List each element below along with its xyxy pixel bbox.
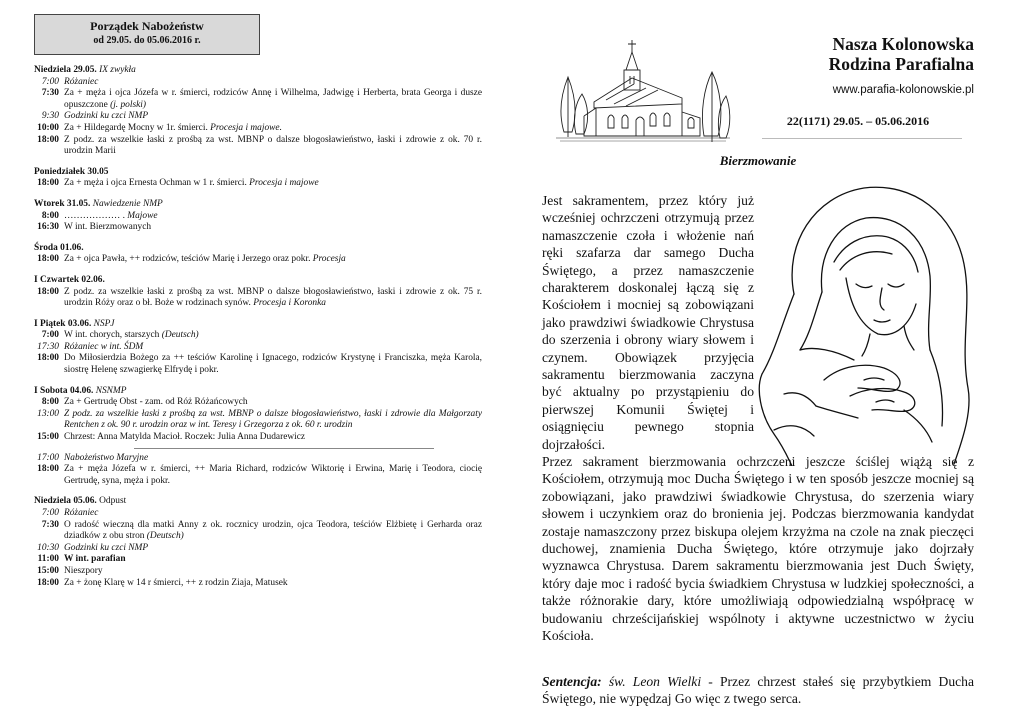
day-heading-label: Środa 01.06. — [34, 242, 84, 253]
schedule-day — [34, 275, 482, 310]
schedule-day — [34, 65, 482, 158]
entry-time: 7:00 — [41, 508, 59, 518]
entry-text-wrap — [64, 453, 482, 465]
entry-text: Za + ojca Pawła, ++ rodziców, teściów Marię i Jerzego oraz pokr. — [64, 254, 311, 265]
entry-text: W int. chorych, starszych — [64, 330, 160, 341]
entry-text-wrap — [64, 397, 482, 409]
entry-text-wrap — [64, 135, 482, 158]
schedule-day — [34, 167, 482, 190]
schedule-entry — [34, 330, 482, 342]
schedule-entry — [34, 453, 482, 465]
sentence-text: - Przez chrzest stałeś się przybytkiem Ducha Świętego, nie wypędzaj Go więc z twego serca. — [542, 674, 974, 707]
entry-note: Procesja — [312, 254, 346, 265]
entry-text-wrap — [64, 432, 482, 444]
entry-text-wrap — [64, 508, 482, 520]
entry-text-wrap — [64, 254, 482, 266]
entry-time: 7:30 — [41, 519, 59, 530]
article-paragraph-bottom: Przez sakrament bierzmowania ochrzczeni jeszcze ściślej wiążą się z Kościołem, otrzymują moc Ducha Świętego i w ten sposób jeszcze mocniej są zobowiązani, jako prawdziwi świadkowie Chrystusa, do szerzenia wiary słowem i uczynkiem oraz do bronienia jej. Podczas bierzmowania kandydat zostaje namaszczony przez biskupa olejem krzyżma na czole na znak pieczęci duchowej, znamienia Ducha Świętego, które otrzymuje jako dojrzały wyznawca Chrystusa. Darem sakramentu bierzmowania jest Duch Święty, który daje moc i radość bycia świadkiem Chrystusa w ludzkiej społeczności, a także różnorakie dary, które umożliwiają odpowiedzialną współpracę w budowaniu chrześcijańskiej wspólnoty i aktywne uczestnictwo w życiu Kościoła. — [542, 454, 974, 644]
entry-text: Za + męża i ojca Ernesta Ochman w 1 r. śmierci. — [64, 178, 247, 189]
day-heading-note: Nawiedzenie NMP — [92, 198, 163, 209]
entry-text-wrap — [64, 222, 482, 234]
schedule-list — [34, 65, 482, 589]
entry-text-wrap — [64, 464, 482, 487]
parish-website: www.parafia-kolonowskie.pl — [832, 84, 974, 96]
entry-time: 18:00 — [37, 286, 59, 297]
schedule-entry — [34, 211, 482, 223]
schedule-entry — [34, 432, 482, 444]
entry-note: (Deutsch) — [146, 531, 184, 542]
day-heading-label: Poniedziałek 30.05 — [34, 166, 109, 177]
entry-note: (j. polski) — [110, 99, 147, 110]
entry-note: Majowe — [127, 210, 158, 221]
entry-text-wrap — [64, 178, 482, 190]
entry-text: Z podz. za wszelkie łaski z prośbą za wst. MBNP o dalsze błogosławieństwo, łaski i zdrowie dla Małgorzaty Rentchen z ok. 90 r. urodzin oraz w int. Teresy i Grzegorza z ok. 60 r. urodzin — [64, 408, 482, 431]
entry-text: Do Miłosierdzia Bożego za ++ teściów Karolinę i Ignacego, rodziców Krystynę i Franciszka, męża Karola, siostrę Helenę szwagierkę Elfrydę i pokr. — [64, 353, 482, 376]
entry-text-wrap — [64, 287, 482, 310]
entry-time: 18:00 — [37, 464, 59, 475]
schedule-dates: od 29.05. do 05.06.2016 r. — [93, 35, 201, 46]
schedule-entry — [34, 353, 482, 376]
entry-note: Procesja i Koronka — [253, 298, 326, 309]
entry-text-wrap — [64, 554, 482, 566]
entry-text: Różaniec — [64, 508, 99, 518]
schedule-entry — [34, 287, 482, 310]
entry-time: 8:00 — [41, 397, 59, 408]
schedule-entry — [34, 222, 482, 234]
schedule-entry — [34, 520, 482, 543]
entry-text-wrap — [64, 409, 482, 432]
schedule-column — [34, 14, 482, 589]
entry-text: W int. Bierzmowanych — [64, 222, 152, 233]
entry-time: 7:00 — [41, 330, 59, 341]
entry-time: 17:00 — [37, 452, 59, 463]
day-heading-note: IX zwykła — [99, 65, 136, 75]
entry-time: 18:00 — [37, 178, 59, 189]
entry-time: 7:00 — [41, 76, 59, 87]
day-heading-label: I Piątek 03.06. — [34, 318, 92, 329]
schedule-entry — [34, 464, 482, 487]
day-heading — [34, 496, 482, 508]
schedule-entry — [34, 397, 482, 409]
day-heading — [34, 65, 482, 77]
schedule-entry — [34, 77, 482, 89]
entry-time: 16:30 — [37, 222, 59, 233]
entry-time: 13:00 — [37, 408, 59, 419]
day-heading-label: I Czwartek 02.06. — [34, 274, 105, 285]
entry-note: Procesja i majowe — [249, 178, 319, 189]
day-heading-note: NSPJ — [93, 318, 115, 329]
entry-separator — [134, 448, 434, 449]
entry-time: 11:00 — [37, 554, 59, 565]
entry-text-wrap — [64, 330, 482, 342]
schedule-entry — [34, 342, 482, 354]
entry-text: Godzinki ku czci NMP — [64, 111, 149, 122]
entry-text: Różaniec — [64, 76, 99, 87]
entry-text-wrap — [64, 578, 482, 590]
entry-text-wrap — [64, 566, 482, 578]
day-heading-note: NSNMP — [95, 385, 127, 396]
entry-text: Chrzest: Anna Matylda Macioł. Roczek: Julia Anna Dudarewicz — [64, 432, 306, 443]
entry-note: Procesja i majowe. — [210, 122, 282, 133]
masthead-divider — [762, 138, 962, 139]
entry-text: Za + męża Józefa w r. śmierci, ++ Maria Richard, rodziców Wiktorię i Erwina, Marię i Teodora, ciocię Gertrudę, syna, męża i pokr. — [64, 464, 482, 486]
article-paragraph-top: Jest sakramentem, przez który już wcześniej ochrzczeni otrzymują przez namaszczenie czoła i włożenie nań ręki szafarza dar samego Ducha Świętego, a przez namaszczenie charakterem doskonalej łączą się z Kościołem i mocniej są zobowiązani jako prawdziwi świadkowie Chrystusa do szerzenia i obrony wiary słowem i czynem. Obowiązek przyjęcia sakramentu bierzmowania zaczyna być aktualny po przystąpieniu do pierwszej Komunii Świętej i osiągnięciu pewnego stopnia dojrzałości. — [542, 193, 754, 452]
day-heading-note: Odpust — [99, 496, 127, 507]
entry-text-wrap — [64, 520, 482, 543]
schedule-day — [34, 243, 482, 266]
schedule-entry — [34, 554, 482, 566]
entry-time: 8:00 — [41, 210, 59, 221]
entry-time: 18:00 — [37, 577, 59, 588]
article-title: Bierzmowanie — [719, 153, 797, 168]
entry-time: 15:00 — [37, 432, 59, 443]
entry-text: ……………… . — [64, 210, 125, 221]
schedule-entry — [34, 566, 482, 578]
schedule-day — [34, 496, 482, 589]
bulletin-column — [542, 14, 974, 720]
entry-text-wrap — [64, 353, 482, 376]
entry-text-wrap — [64, 111, 482, 123]
entry-text: O radość wieczną dla matki Anny z ok. rocznicy urodzin, ojca Teodora, teściów Elżbietę i Gerharda oraz dziadków z obu stron — [64, 519, 482, 542]
day-heading — [34, 243, 482, 255]
entry-text-wrap — [64, 88, 482, 111]
schedule-entry — [34, 578, 482, 590]
day-heading — [34, 199, 482, 211]
entry-time: 9:30 — [41, 111, 59, 122]
masthead — [742, 34, 974, 129]
entry-text-wrap — [64, 77, 482, 89]
entry-text: Za + Hildegardę Mocny w 1r. śmierci. — [64, 122, 208, 133]
day-heading — [34, 319, 482, 331]
entry-text: Z podz. za wszelkie łaski z prośbą za wst. MBNP o dalsze błogosławieństwo, łaski i zdrowie z ok. 70 r. urodzin Marii — [64, 134, 482, 157]
entry-time: 10:00 — [37, 122, 59, 133]
schedule-entry — [34, 135, 482, 158]
day-heading — [34, 386, 482, 398]
parish-title-line2: Rodzina Parafialna — [828, 54, 974, 74]
entry-time: 18:00 — [37, 353, 59, 364]
sentence-quote — [542, 673, 974, 708]
day-heading-label: Niedziela 05.06. — [34, 496, 97, 507]
entry-text-wrap — [64, 123, 482, 135]
entry-text: W int. parafian — [64, 554, 126, 565]
entry-text: Za + żonę Klarę w 14 r śmierci, ++ z rodzin Ziaja, Matusek — [64, 577, 288, 588]
church-drawing — [554, 32, 732, 148]
entry-text: Godzinki ku czci NMP — [64, 542, 149, 553]
entry-note: (Deutsch) — [161, 330, 199, 341]
day-heading-label: Wtorek 31.05. — [34, 198, 91, 209]
entry-text-wrap — [64, 543, 482, 555]
entry-text: Za + męża i ojca Józefa w r. śmierci, rodziców Annę i Wilhelma, Jadwigę i Herberta, brata Georga i dusze opuszczone — [64, 88, 482, 110]
schedule-entry — [34, 88, 482, 111]
entry-text: Z podz. za wszelkie łaski z prośbą za wst. MBNP o dalsze błogosławieństwo, łaski i zdrowie z ok. 75 r. urodzin Róży oraz o bł. Boże w rodzinach synów. — [64, 286, 482, 309]
issue-number: 22(1171) 29.05. – 05.06.2016 — [786, 114, 930, 128]
schedule-title: Porządek Nabożeństw — [90, 19, 204, 33]
schedule-entry — [34, 254, 482, 266]
entry-time: 7:30 — [41, 88, 59, 99]
entry-time: 18:00 — [37, 254, 59, 265]
entry-text: Za + Gertrudę Obst - zam. od Róż Różańcowych — [64, 397, 248, 408]
entry-text: Różaniec w int. ŚDM — [64, 341, 144, 352]
entry-time: 15:00 — [37, 565, 59, 576]
schedule-entry — [34, 508, 482, 520]
day-heading-label: I Sobota 04.06. — [34, 385, 94, 396]
sentence-author: św. Leon Wielki — [608, 674, 702, 689]
entry-time: 10:30 — [37, 542, 59, 553]
schedule-day — [34, 386, 482, 488]
entry-time: 18:00 — [37, 134, 59, 145]
entry-text: Nieszpory — [64, 565, 103, 576]
schedule-entry — [34, 123, 482, 135]
parish-title-line1: Nasza Kolonowska — [832, 34, 974, 54]
schedule-day — [34, 319, 482, 377]
schedule-day — [34, 199, 482, 234]
entry-text-wrap — [64, 211, 482, 223]
entry-text-wrap — [64, 342, 482, 354]
schedule-header-box — [34, 14, 260, 55]
entry-time: 17:30 — [37, 341, 59, 352]
day-heading — [34, 275, 482, 287]
schedule-entry — [34, 178, 482, 190]
schedule-entry — [34, 409, 482, 432]
madonna-drawing — [754, 174, 976, 466]
schedule-entry — [34, 111, 482, 123]
entry-text: Nabożeństwo Maryjne — [64, 452, 149, 463]
sentence-label: Sentencja: — [542, 674, 602, 689]
day-heading-label: Niedziela 29.05. — [34, 65, 97, 75]
schedule-entry — [34, 543, 482, 555]
day-heading — [34, 167, 482, 179]
